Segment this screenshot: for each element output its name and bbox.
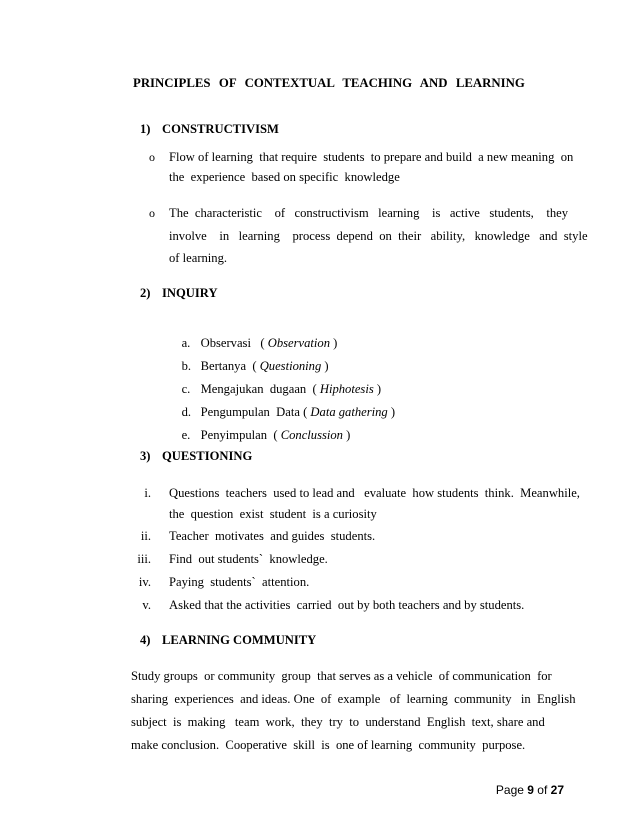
list-marker: iii.: [137, 552, 151, 566]
list-marker: e.: [181, 428, 191, 442]
list-item-text: Pengumpulan Data (: [200, 405, 311, 419]
list-marker: c.: [181, 382, 191, 396]
section-title: LEARNING COMMUNITY: [162, 633, 317, 647]
list-item-text: Bertanya (: [200, 359, 260, 373]
list-marker: iv.: [138, 575, 151, 589]
page-number-footer: [496, 783, 564, 797]
section-number: 4): [140, 633, 151, 647]
paragraph-line: subject is making team work, they try to understand English text, share and: [131, 715, 545, 729]
bullet-text-line: of learning.: [169, 251, 228, 265]
list-item-term: Hiphotesis: [319, 382, 374, 396]
section-title: INQUIRY: [162, 286, 218, 300]
list-item-text: Find out students` knowledge.: [169, 552, 328, 566]
bullet-text-line: The characteristic of constructivism learning is active students, they: [169, 206, 569, 220]
list-item-tail: ): [342, 428, 351, 442]
section-title: CONSTRUCTIVISM: [162, 122, 279, 136]
section-heading-questioning: [140, 449, 252, 464]
total-page-count: 27: [550, 783, 564, 797]
list-item-text: Teacher motivates and guides students.: [169, 529, 376, 543]
section-heading-learning-community: [140, 633, 316, 648]
list-item-tail: ): [387, 405, 396, 419]
list-item-text: Questions teachers used to lead and evaluate how students think. Meanwhile,: [169, 486, 580, 500]
section-title: QUESTIONING: [162, 449, 253, 463]
bullet-marker: o: [149, 206, 155, 220]
list-item-tail: ): [330, 336, 338, 350]
list-item-text: Observasi (: [200, 336, 268, 350]
section-number: 3): [140, 449, 151, 463]
bullet-text-line: the experience based on specific knowledge: [169, 170, 400, 184]
section-number: 2): [140, 286, 151, 300]
document-title: PRINCIPLES OF CONTEXTUAL TEACHING AND LEARNING: [133, 76, 525, 90]
paragraph-line: make conclusion. Cooperative skill is one of learning community purpose.: [131, 738, 526, 752]
section-number: 1): [140, 122, 151, 136]
list-item-text: Asked that the activities carried out by both teachers and by students.: [169, 598, 525, 612]
list-item-term: Observation: [267, 336, 331, 350]
list-item-text: Penyimpulan (: [200, 428, 281, 442]
footer-separator: of: [533, 783, 551, 797]
list-marker: a.: [181, 336, 191, 350]
list-item-tail: ): [373, 382, 382, 396]
paragraph-line: Study groups or community group that serves as a vehicle of communication for: [131, 669, 552, 683]
list-item-term: Data gathering: [310, 405, 388, 419]
list-marker: v.: [142, 598, 151, 612]
list-item-text: the question exist student is a curiosity: [169, 507, 377, 521]
list-marker: ii.: [140, 529, 151, 543]
list-item-text: Mengajukan dugaan (: [200, 382, 320, 396]
list-marker: i.: [144, 486, 151, 500]
list-marker: d.: [181, 405, 192, 419]
bullet-text-line: Flow of learning that require students to prepare and build a new meaning on: [169, 150, 574, 164]
section-heading-constructivism: [140, 122, 279, 137]
footer-prefix: Page: [495, 783, 528, 797]
list-item-term: Conclussion: [280, 428, 343, 442]
bullet-text-line: involve in learning process depend on their ability, knowledge and style: [169, 229, 588, 243]
list-marker: b.: [181, 359, 192, 373]
list-item-text: Paying students` attention.: [169, 575, 310, 589]
section-heading-inquiry: [140, 286, 218, 301]
bullet-marker: o: [149, 150, 155, 164]
list-item-term: Questioning: [259, 359, 322, 373]
list-item-tail: ): [321, 359, 329, 373]
current-page-number: 9: [527, 783, 534, 797]
paragraph-line: sharing experiences and ideas. One of example of learning community in English: [131, 692, 576, 706]
